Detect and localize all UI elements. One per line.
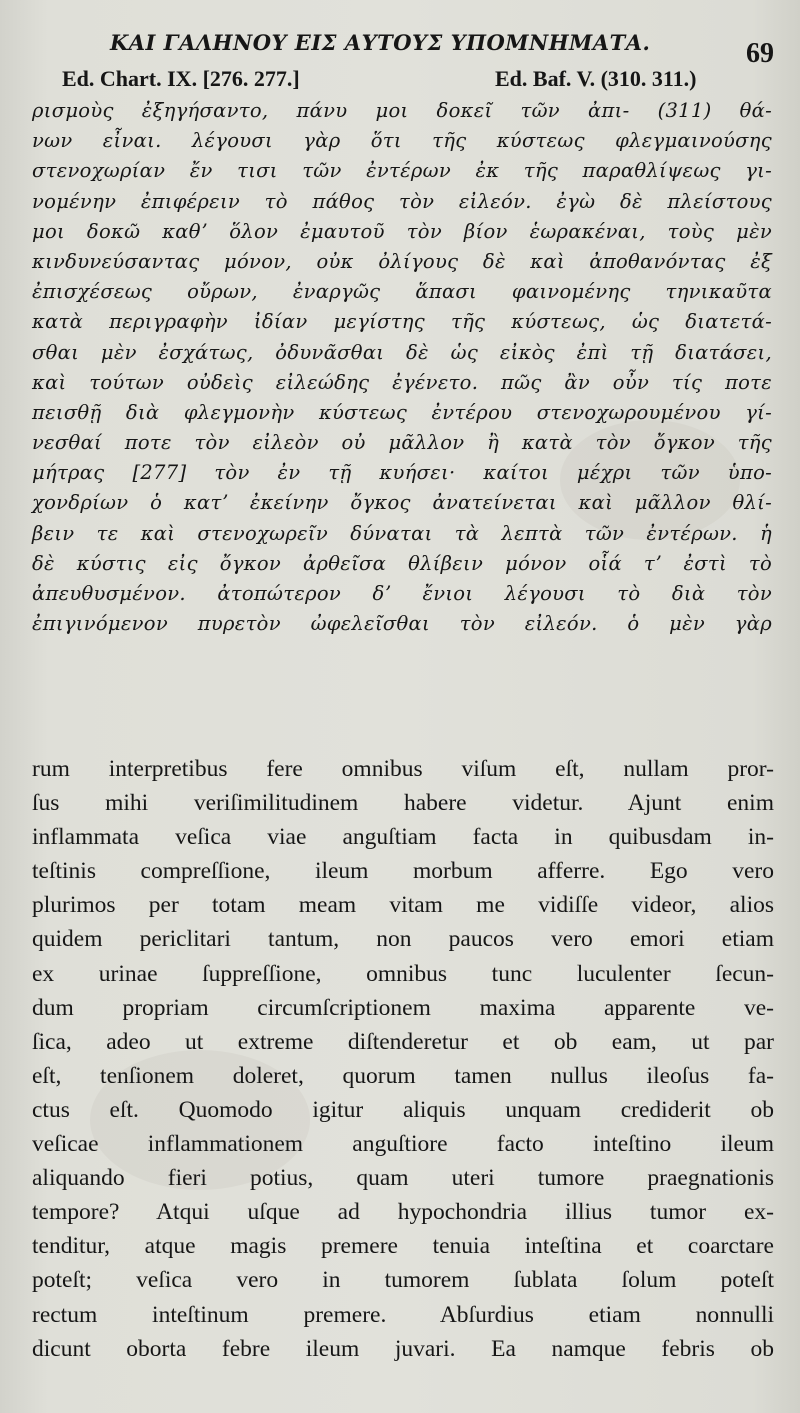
latin-line: poteſt; veſica vero in tumorem ſublata ſolum poteſt (32, 1267, 774, 1294)
greek-line: μήτρας [277] τὸν ἐν τῇ κυήσει· καίτοι μέχρι τῶν ὑπο- (32, 461, 772, 485)
latin-line: ſica, adeo ut extreme diſtenderetur et ob eam, ut par (32, 1028, 774, 1055)
latin-line: tempore? Atqui uſque ad hypochondria illius tumor ex- (32, 1199, 774, 1226)
latin-line: dicunt oborta febre ileum juvari. Ea namque febris ob (32, 1335, 774, 1362)
greek-line: κινδυνεύσαντας μόνον, οὐκ ὀλίγους δὲ καὶ ἀποθανόντας ἐξ (32, 249, 772, 273)
greek-line: ἀπευθυσμένον. ἀτοπώτερον δʼ ἔνιοι λέγουσι τὸ διὰ τὸν (32, 582, 772, 605)
greek-line: πεισθῇ διὰ φλεγμονὴν κύστεως ἐντέρου στενοχωρουμένου γί- (32, 400, 772, 424)
latin-line: ex urinae ſuppreſſione, omnibus tunc luculenter ſecun- (32, 960, 774, 987)
latin-line: teſtinis compreſſione, ileum morbum afferre. Ego vero (32, 858, 774, 885)
latin-line: eſt, tenſionem doleret, quorum tamen nullus ileoſus fa- (32, 1062, 774, 1089)
latin-line: ctus eſt. Quomodo igitur aliquis unquam crediderit ob (32, 1096, 774, 1123)
edition-basel-reference: Ed. Baf. V. (310. 311.) (495, 66, 697, 91)
page-number: 69 (746, 38, 774, 69)
greek-line: νων εἶναι. λέγουσι γὰρ ὅτι τῆς κύστεως φλεγμαινούσης (32, 129, 772, 153)
latin-line: aliquando fieri potius, quam uteri tumore praegnationis (32, 1165, 774, 1192)
latin-line: veſicae inflammationem anguſtiore facto inteſtino ileum (32, 1131, 774, 1158)
latin-line: plurimos per totam meam vitam me vidiſſe videor, alios (32, 892, 774, 919)
edition-references (0, 66, 800, 98)
greek-line: σθαι μὲν ἐσχάτως, ὀδυνᾶσθαι δὲ ὡς εἰκὸς ἐπὶ τῇ διατάσει, (32, 340, 772, 364)
greek-line: ρισμοὺς ἐξηγήσαντο, πάνυ μοι δοκεῖ τῶν ἀπι- (311) θά- (32, 99, 772, 122)
greek-line: ἐπιγινόμενον πυρετὸν ὠφελεῖσθαι τὸν εἰλεόν. ὁ μὲν γὰρ (32, 612, 772, 636)
greek-line: δὲ κύστις εἰς ὄγκον ἀρθεῖσα θλίβειν μόνον οἷά τʼ ἐστὶ τὸ (32, 551, 772, 575)
latin-line: inflammata veſica viae anguſtiam facta in quibusdam in- (32, 824, 774, 851)
latin-line: quidem periclitari tantum, non paucos vero emori etiam (32, 926, 774, 953)
greek-line: μοι δοκῶ καθʼ ὅλον ἐμαυτοῦ τὸν βίον ἑωρακέναι, τοὺς μὲν (32, 219, 772, 243)
latin-text-block (32, 752, 774, 1366)
running-head (0, 30, 800, 70)
greek-line: καὶ τούτων οὐδεὶς εἰλεώδης ἐγένετο. πῶς ἂν οὖν τίς ποτε (32, 370, 772, 394)
greek-line: βειν τε καὶ στενοχωρεῖν δύναται τὰ λεπτὰ τῶν ἐντέρων. ἡ (32, 521, 772, 545)
edition-chartier-reference: Ed. Chart. IX. [276. 277.] (62, 66, 300, 91)
latin-line: rectum inteſtinum premere. Abſurdius etiam nonnulli (32, 1301, 774, 1328)
greek-line: κατὰ περιγραφὴν ἰδίαν μεγίστης τῆς κύστεως, ὡς διατετά- (32, 310, 772, 334)
latin-line: rum interpretibus fere omnibus viſum eſt, nullam pror- (32, 756, 774, 782)
latin-line: tenditur, atque magis premere tenuia inteſtina et coarctare (32, 1233, 774, 1260)
greek-line: ἐπισχέσεως οὔρων, ἐναργῶς ἅπασι φαινομένης τηνικαῦτα (32, 280, 772, 304)
greek-line: νομένην ἐπιφέρειν τὸ πάθος τὸν εἰλεόν. ἐγὼ δὲ πλείστους (32, 189, 772, 213)
latin-line: dum propriam circumſcriptionem maxima apparente ve- (32, 994, 774, 1021)
greek-line: νεσθαί ποτε τὸν εἰλεὸν οὐ μᾶλλον ἢ κατὰ τὸν ὄγκον τῆς (32, 431, 772, 455)
running-title: ΚΑΙ ΓΑΛΗΝΟΥ ΕΙΣ ΑΥΤΟΥΣ ΥΠΟΜΝΗΜΑΤΑ. (110, 30, 651, 55)
greek-text-block (32, 96, 772, 639)
greek-line: στενοχωρίαν ἔν τισι τῶν ἐντέρων ἐκ τῆς παραθλίψεως γι- (32, 159, 772, 183)
greek-line: χονδρίων ὁ κατʼ ἐκείνην ὄγκος ἀνατείνεται καὶ μᾶλλον θλί- (32, 491, 772, 515)
latin-line: ſus mihi veriſimilitudinem habere videtur. Ajunt enim (32, 790, 774, 817)
